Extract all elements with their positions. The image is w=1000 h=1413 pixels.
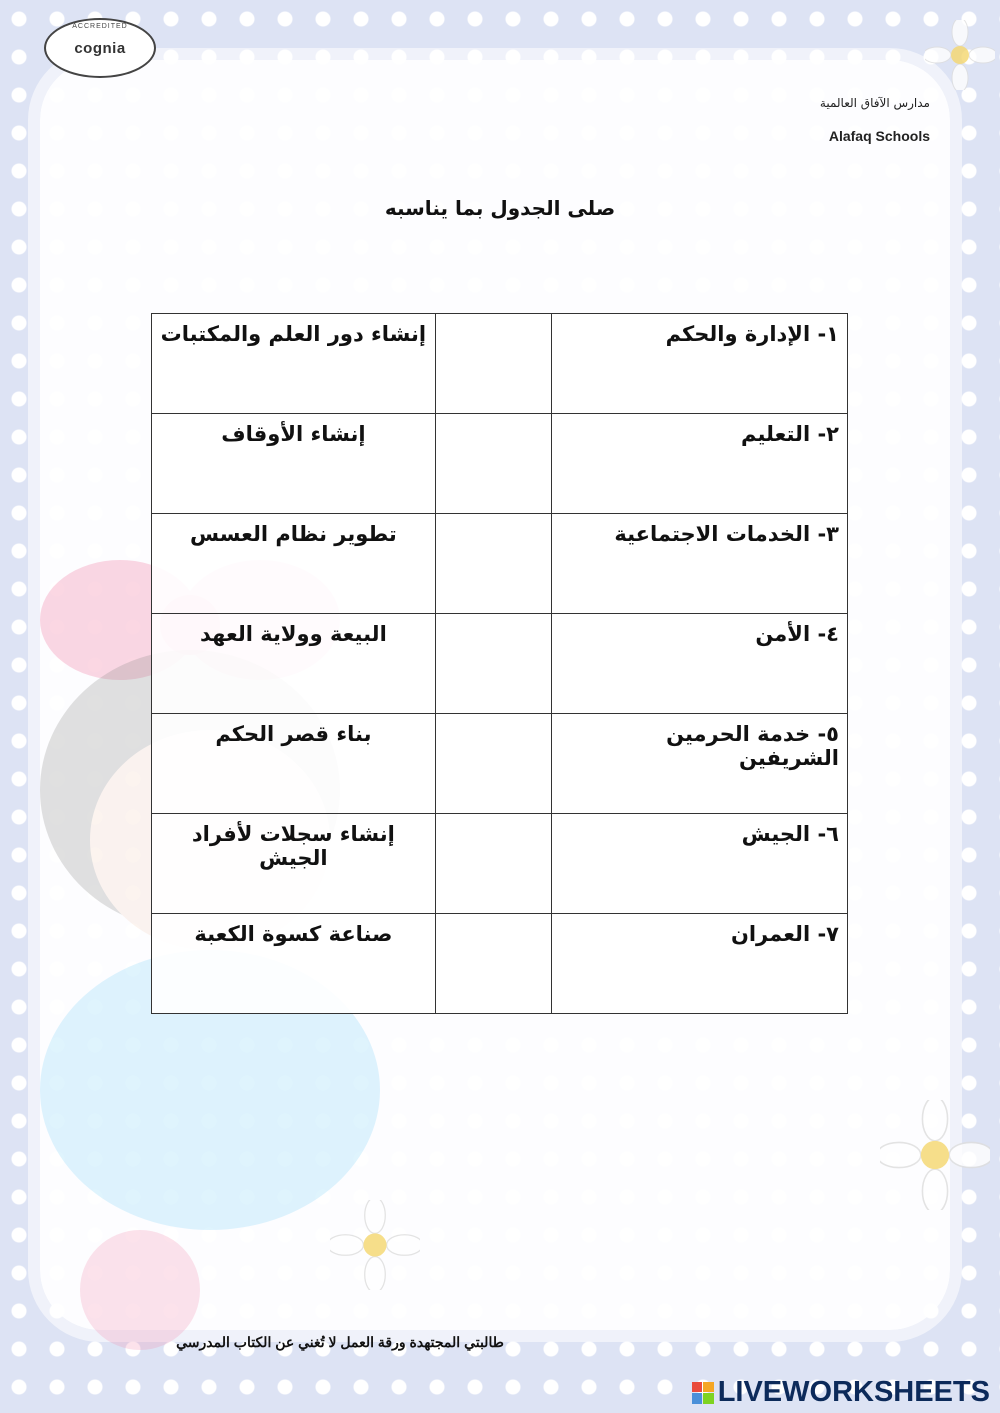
answer-cell[interactable] bbox=[435, 814, 551, 914]
item-cell: ٧- العمران bbox=[551, 914, 847, 1014]
item-cell: ٥- خدمة الحرمين الشريفين bbox=[551, 714, 847, 814]
cognia-logo bbox=[44, 18, 156, 78]
table-row bbox=[152, 514, 848, 614]
option-cell[interactable]: إنشاء الأوقاف bbox=[152, 414, 436, 514]
daisy-decoration-icon bbox=[330, 1200, 420, 1290]
liveworksheets-wordmark: LIVEWORKSHEETS bbox=[717, 1376, 990, 1408]
matching-table bbox=[151, 313, 848, 1014]
item-cell: ٣- الخدمات الاجتماعية bbox=[551, 514, 847, 614]
table-row bbox=[152, 414, 848, 514]
option-cell[interactable]: إنشاء دور العلم والمكتبات bbox=[152, 314, 436, 414]
liveworksheets-brand[interactable] bbox=[692, 1376, 990, 1409]
daisy-decoration-icon bbox=[880, 1100, 990, 1210]
table-row bbox=[152, 914, 848, 1014]
option-cell[interactable]: بناء قصر الحكم bbox=[152, 714, 436, 814]
footer-note: طالبتي المجتهدة ورقة العمل لا تُغني عن الكتاب المدرسي bbox=[176, 1334, 504, 1350]
option-cell[interactable]: تطوير نظام العسس bbox=[152, 514, 436, 614]
liveworksheets-logo-icon bbox=[692, 1382, 714, 1404]
item-cell: ٦- الجيش bbox=[551, 814, 847, 914]
answer-cell[interactable] bbox=[435, 914, 551, 1014]
item-cell: ٢- التعليم bbox=[551, 414, 847, 514]
answer-cell[interactable] bbox=[435, 314, 551, 414]
item-cell: ١- الإدارة والحكم bbox=[551, 314, 847, 414]
table-row bbox=[152, 314, 848, 414]
logo-text: cognia bbox=[74, 39, 126, 57]
logo-accredited-label: ACCREDITED bbox=[72, 23, 128, 30]
option-cell[interactable]: إنشاء سجلات لأفراد الجيش bbox=[152, 814, 436, 914]
answer-cell[interactable] bbox=[435, 714, 551, 814]
answer-cell[interactable] bbox=[435, 514, 551, 614]
item-cell: ٤- الأمن bbox=[551, 614, 847, 714]
table-row bbox=[152, 614, 848, 714]
school-name-arabic: مدارس الآفاق العالمية bbox=[819, 96, 930, 110]
answer-cell[interactable] bbox=[435, 414, 551, 514]
table-row bbox=[152, 714, 848, 814]
table-row bbox=[152, 814, 848, 914]
option-cell[interactable]: صناعة كسوة الكعبة bbox=[152, 914, 436, 1014]
option-cell[interactable]: البيعة وولاية العهد bbox=[152, 614, 436, 714]
answer-cell[interactable] bbox=[435, 614, 551, 714]
worksheet-title: صلى الجدول بما يناسبه bbox=[384, 196, 616, 220]
daisy-decoration-icon bbox=[925, 20, 995, 90]
school-name-english: Alafaq Schools bbox=[828, 128, 930, 144]
